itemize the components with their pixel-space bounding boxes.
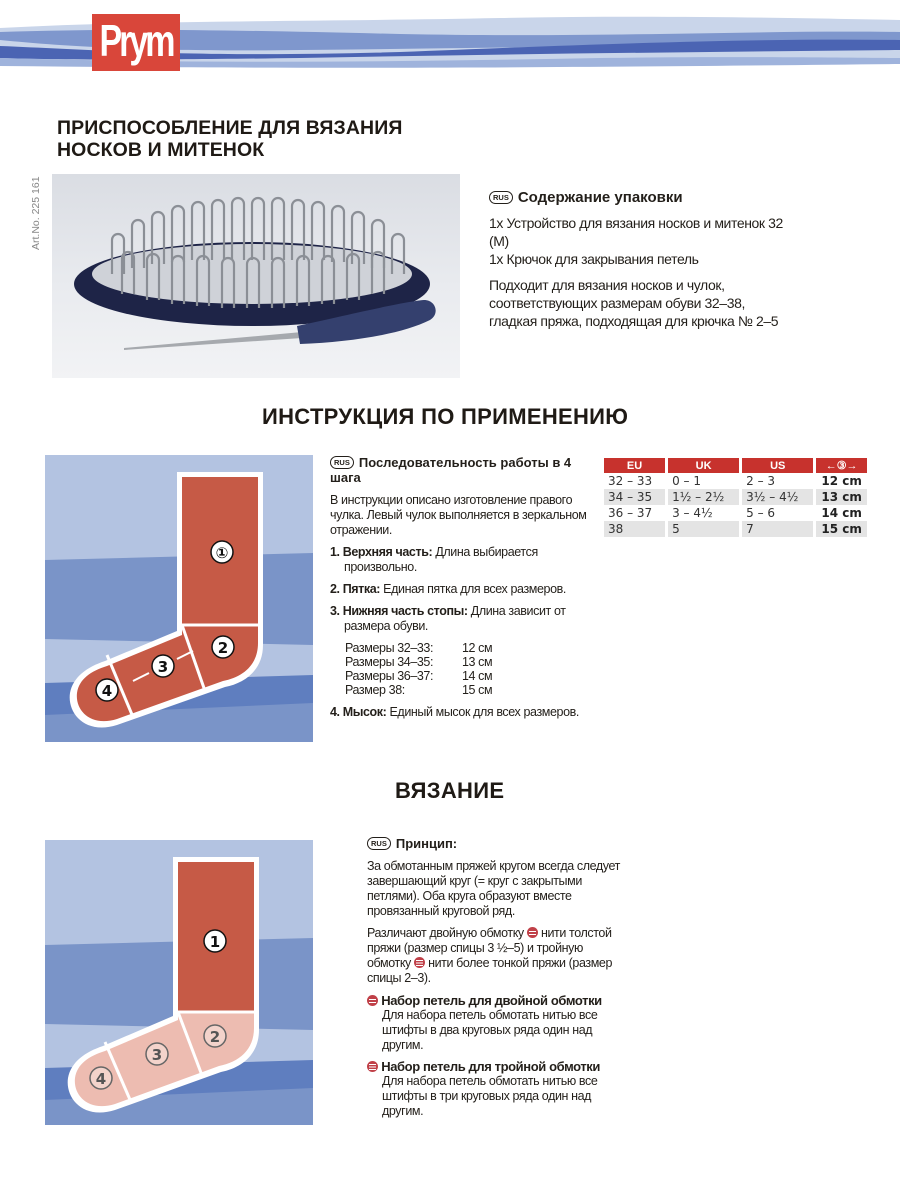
svg-text:4: 4 [101,682,113,700]
steps-intro: В инструкции описано изготовление правого чулка. Левый чулок выполняется в зеркальном отражении. [330,493,587,537]
svg-text:2: 2 [217,639,229,657]
col-header-length: ←③→ [816,458,867,473]
svg-text:3: 3 [157,658,169,676]
language-badge: RUS [330,456,354,469]
sock-diagram-knitting [45,840,313,1125]
prym-logo: Prym [92,14,180,71]
size-row: Размеры 34–35: 13 см [345,655,493,669]
contents-item: 1x Устройство для вязания носков и митенок 32 (M) [489,215,783,249]
foot-length-list [330,641,590,697]
step-2: 2. Пятка: Единая пятка для всех размеров. [330,582,566,596]
sock-diagram-icon [45,455,313,742]
sock-diagram-steps [45,455,313,742]
principle-para-1: За обмотанным пряжей кругом всегда следует завершающий круг (= круг с закрытыми петлями). Оба круга образуют вместе провязанный круговой ряд. [367,859,620,918]
step-3: 3. Нижняя часть стопы: Длина зависит от размера обуви. [330,604,566,633]
language-badge: RUS [489,191,513,204]
contents-heading: RUS Содержание упаковки [489,188,789,208]
step-1: 1. Верхняя часть: Длина выбирается произвольно. [330,545,538,574]
col-header-eu: EU [604,458,668,473]
double-wrap-icon [527,927,538,938]
table-row: 34 – 35 1½ – 2½ 3½ – 4½ 13 cm [604,489,867,505]
size-conversion-table [604,458,867,537]
col-header-uk: UK [668,458,742,473]
steps-section [330,455,590,727]
contents-items [489,214,789,268]
principle-heading: RUS Принцип: [367,836,627,851]
svg-text:①: ① [215,544,229,562]
suitability-text: Подходит для вязания носков и чулок, соответствующих размерам обуви 32–38, гладкая пряжа, подходящая для крючка № 2–5 [489,277,779,329]
table-row: 38 5 7 15 cm [604,521,867,537]
product-photo [52,174,460,378]
step-4: 4. Мысок: Единый мысок для всех размеров. [330,705,579,719]
cast-on-double: Набор петель для двойной обмотки Для набора петель обмотать нитью все штифты в два круговых ряда один над другим. [367,993,627,1053]
principle-para-2: Различают двойную обмотку нити толстой пряжи (размер спицы 3 ½–5) и тройную обмотку нити более тонкой пряжи (размер спицы 2–3). [367,926,613,985]
svg-text:1: 1 [209,933,221,951]
svg-text:4: 4 [95,1070,107,1088]
contents-item: 1x Крючок для закрывания петель [489,251,699,267]
package-contents [489,188,789,338]
knitting-principle [367,836,627,1125]
size-row: Размер 38: 15 см [345,683,493,697]
steps-heading: RUS Последовательность работы в 4 шага [330,455,572,485]
table-row: 36 – 37 3 – 4½ 5 – 6 14 cm [604,505,867,521]
triple-wrap-icon [414,957,425,968]
size-row: Размеры 36–37: 14 см [345,669,493,683]
cast-on-triple: Набор петель для тройной обмотки Для набора петель обмотать нитью все штифты в три круговых ряда один над другим. [367,1059,627,1119]
col-header-us: US [742,458,816,473]
double-wrap-icon [367,995,378,1006]
language-badge: RUS [367,837,391,850]
table-row: 32 – 33 0 – 1 2 – 3 12 cm [604,473,867,489]
svg-text:3: 3 [151,1046,163,1064]
knitting-title: ВЯЗАНИЕ [395,778,505,803]
instructions-title: ИНСТРУКЦИЯ ПО ПРИМЕНЕНИЮ [262,404,629,429]
triple-wrap-icon [367,1061,378,1072]
product-title: ПРИСПОСОБЛЕНИЕ ДЛЯ ВЯЗАНИЯ НОСКОВ И МИТЕНОК [57,117,403,161]
article-number: Art.No. 225 161 [30,176,42,250]
svg-text:2: 2 [209,1028,221,1046]
sock-diagram-icon [45,840,313,1125]
knitting-loom-icon [52,174,460,378]
size-row: Размеры 32–33: 12 см [345,641,493,655]
